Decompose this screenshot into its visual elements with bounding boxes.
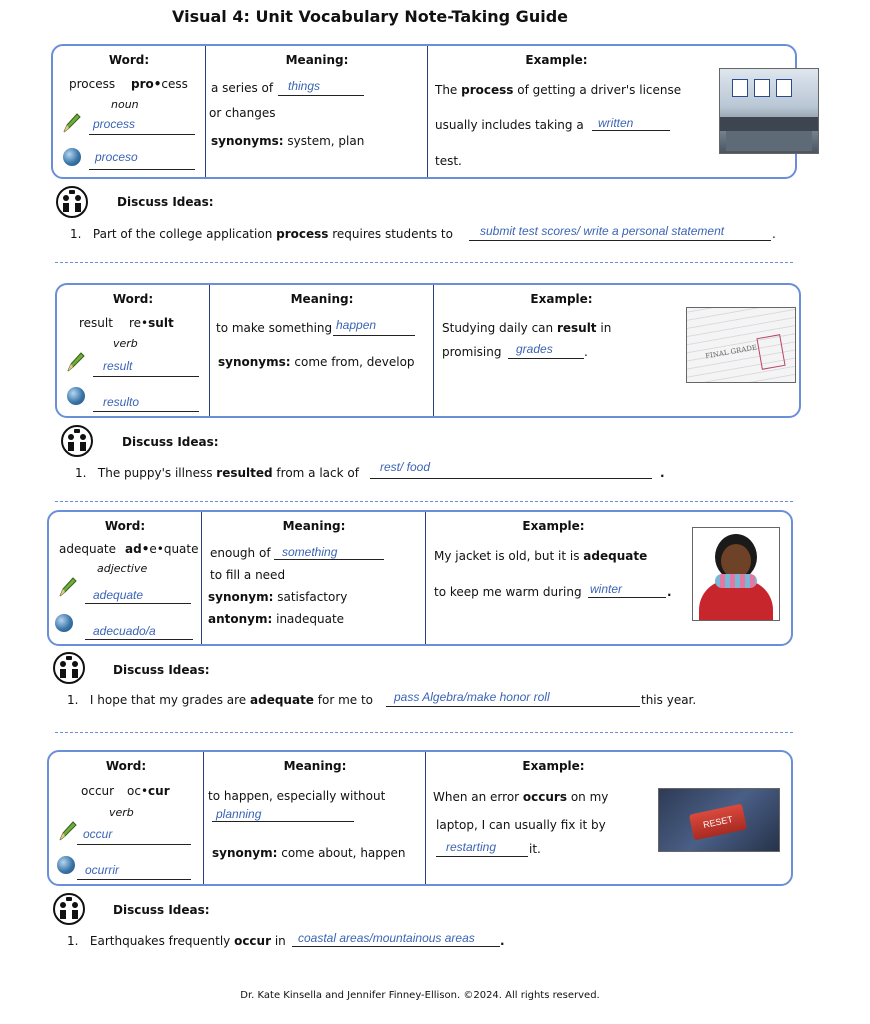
- example-sentence-3: test.: [435, 154, 462, 168]
- discuss-end: .: [660, 466, 665, 480]
- meaning-text: enough of: [210, 546, 271, 560]
- word-header: Word:: [104, 519, 146, 533]
- example-end: .: [584, 345, 588, 359]
- example-sentence-1: The process of getting a driver's license: [435, 83, 682, 97]
- meaning-header: Meaning:: [285, 53, 349, 67]
- handwritten-word[interactable]: result: [103, 359, 133, 373]
- word-syllables: oc•cur: [127, 784, 170, 798]
- meaning-header: Meaning:: [282, 519, 346, 533]
- word-header: Word:: [108, 53, 150, 67]
- word-text: result: [79, 316, 113, 330]
- word-syllables: re•sult: [129, 316, 174, 330]
- globe-icon: [63, 148, 81, 166]
- example-blank[interactable]: grades: [516, 342, 553, 356]
- example-sentence-2: promising: [442, 345, 502, 359]
- meaning-blank[interactable]: something: [282, 545, 338, 559]
- word-text: adequate: [59, 542, 117, 556]
- synonyms: synonym: come about, happen: [212, 846, 406, 860]
- example-column: [425, 752, 791, 884]
- meaning-text: to make something: [216, 321, 333, 335]
- globe-icon: [57, 856, 75, 874]
- discuss-answer[interactable]: rest/ food: [380, 460, 431, 474]
- word-header: Word:: [105, 759, 147, 773]
- example-header: Example:: [522, 519, 585, 533]
- word-column: [49, 752, 203, 884]
- divider: [55, 501, 793, 502]
- handwritten-word[interactable]: process: [93, 117, 136, 131]
- discuss-answer[interactable]: pass Algebra/make honor roll: [394, 690, 550, 704]
- example-column: [427, 46, 795, 177]
- discuss-prompt: 1. Part of the college application process requires students to: [70, 227, 453, 241]
- reset-key-label: RESET: [689, 804, 747, 841]
- discuss-prompt: 1. Earthquakes frequently occur in: [67, 934, 286, 948]
- discussion-icon: [52, 651, 86, 685]
- meaning-text: a series of: [211, 81, 274, 95]
- example-sentence-2: usually includes taking a: [435, 118, 584, 132]
- discuss-end: .: [772, 227, 776, 241]
- meaning-blank[interactable]: planning: [216, 807, 262, 821]
- meaning-text-2: or changes: [209, 106, 276, 120]
- part-of-speech: verb: [109, 806, 134, 819]
- example-sentence-1: When an error occurs on my: [433, 790, 609, 804]
- word-text: process: [69, 77, 116, 91]
- vocab-card-adequate: [47, 510, 793, 646]
- discussion-icon: [60, 424, 94, 458]
- meaning-text-2: to fill a need: [210, 568, 286, 582]
- discussion-icon: [55, 185, 89, 219]
- part-of-speech: verb: [113, 337, 138, 350]
- vocab-card-occur: [47, 750, 793, 886]
- dmv-office-photo: [719, 68, 819, 154]
- meaning-blank[interactable]: things: [288, 79, 321, 93]
- divider: [55, 732, 793, 733]
- example-blank[interactable]: written: [598, 116, 634, 130]
- example-column: [425, 512, 791, 644]
- discuss-end: this year.: [641, 693, 697, 707]
- meaning-column: [201, 512, 426, 644]
- grade-sheet-photo: FINAL GRADE: [686, 307, 796, 383]
- reset-key-photo: [658, 788, 780, 852]
- copyright-footer: Dr. Kate Kinsella and Jennifer Finney-Ellison. ©2024. All rights reserved.: [240, 990, 600, 1001]
- example-end: .: [667, 585, 672, 599]
- handwritten-word[interactable]: occur: [83, 827, 113, 841]
- handwritten-translation[interactable]: ocurrir: [85, 863, 120, 877]
- example-blank[interactable]: restarting: [446, 840, 497, 854]
- example-end: it.: [529, 842, 541, 856]
- synonyms: synonyms: system, plan: [211, 134, 365, 148]
- globe-icon: [55, 614, 73, 632]
- example-blank[interactable]: winter: [590, 582, 623, 596]
- word-column: [53, 46, 205, 177]
- example-header: Example:: [530, 292, 593, 306]
- pencil-icon: [61, 112, 81, 134]
- pencil-icon: [57, 576, 77, 598]
- handwritten-translation[interactable]: adecuado/a: [93, 624, 156, 638]
- discuss-ideas-label: Discuss Ideas:: [122, 435, 219, 449]
- handwritten-translation[interactable]: proceso: [95, 150, 138, 164]
- meaning-text: to happen, especially without: [208, 789, 386, 803]
- example-sentence-1: My jacket is old, but it is adequate: [434, 549, 648, 563]
- page-title: Visual 4: Unit Vocabulary Note-Taking Guide: [171, 7, 568, 26]
- part-of-speech: noun: [111, 98, 139, 111]
- vocab-card-result: [55, 283, 801, 418]
- example-header: Example:: [522, 759, 585, 773]
- pencil-icon: [57, 820, 77, 842]
- discuss-ideas-label: Discuss Ideas:: [117, 195, 214, 209]
- meaning-column: [203, 752, 426, 884]
- discuss-ideas-label: Discuss Ideas:: [113, 663, 210, 677]
- word-header: Word:: [112, 292, 154, 306]
- meaning-header: Meaning:: [290, 292, 354, 306]
- word-syllables: ad•e•quate: [125, 542, 199, 556]
- divider: [55, 262, 793, 263]
- meaning-header: Meaning:: [283, 759, 347, 773]
- example-sentence-2: laptop, I can usually fix it by: [436, 818, 606, 832]
- globe-icon: [67, 387, 85, 405]
- discussion-icon: [52, 892, 86, 926]
- handwritten-word[interactable]: adequate: [93, 588, 144, 602]
- discuss-prompt: 1. I hope that my grades are adequate for me to: [67, 693, 374, 707]
- meaning-column: [209, 285, 434, 416]
- part-of-speech: adjective: [97, 562, 148, 575]
- discuss-prompt: 1. The puppy's illness resulted from a lack of: [75, 466, 359, 480]
- antonym: antonym: inadequate: [208, 612, 345, 626]
- meaning-blank[interactable]: happen: [336, 318, 377, 332]
- discuss-end: .: [500, 934, 505, 948]
- example-sentence-2: to keep me warm during: [434, 585, 582, 599]
- example-header: Example:: [525, 53, 588, 67]
- word-syllables: pro•cess: [131, 77, 188, 91]
- synonyms: synonyms: come from, develop: [218, 355, 415, 369]
- girl-winter-photo: [692, 527, 780, 621]
- discuss-answer[interactable]: submit test scores/ write a personal statement: [480, 224, 725, 238]
- example-sentence-1: Studying daily can result in: [442, 321, 612, 335]
- word-column: [57, 285, 209, 416]
- word-text: occur: [81, 784, 115, 798]
- pencil-icon: [65, 351, 85, 373]
- meaning-column: [205, 46, 428, 177]
- discuss-ideas-label: Discuss Ideas:: [113, 903, 210, 917]
- example-column: [433, 285, 799, 416]
- word-column: [49, 512, 201, 644]
- vocab-card-process: [51, 44, 797, 179]
- discuss-answer[interactable]: coastal areas/mountainous areas: [298, 931, 475, 945]
- synonym: synonym: satisfactory: [208, 590, 348, 604]
- handwritten-translation[interactable]: resulto: [103, 395, 140, 409]
